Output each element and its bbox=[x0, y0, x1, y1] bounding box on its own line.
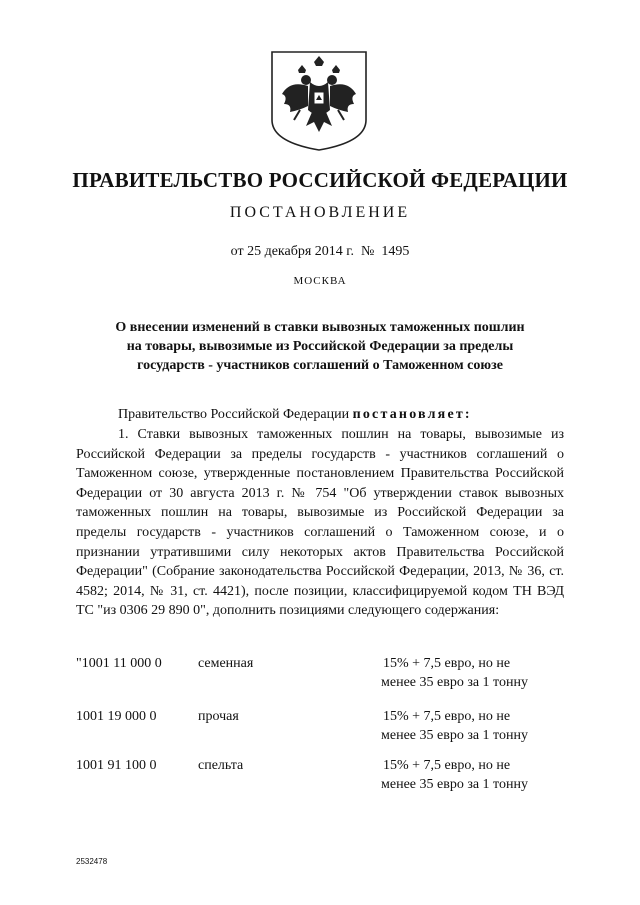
date-number-line bbox=[0, 244, 640, 260]
goods-name: спельта bbox=[198, 758, 244, 773]
document-number: 1495 bbox=[381, 244, 410, 259]
preamble-verb: постановляет: bbox=[352, 407, 472, 422]
preamble bbox=[118, 407, 472, 423]
duty-rate-line: 15% + 7,5 евро, но не bbox=[383, 709, 511, 724]
subject-line: на товары, вывозимые из Российской Федерации за пределы bbox=[126, 339, 514, 354]
duty-rate bbox=[383, 654, 553, 692]
duty-rate-line: менее 35 евро за 1 тонну bbox=[381, 777, 528, 792]
russian-coat-of-arms-icon bbox=[270, 50, 368, 152]
goods-name: семенная bbox=[198, 656, 254, 671]
duty-rate-line: менее 35 евро за 1 тонну bbox=[381, 728, 528, 743]
tnved-code: 1001 91 100 0 bbox=[76, 758, 157, 773]
duty-rate-line: 15% + 7,5 евро, но не bbox=[383, 758, 511, 773]
duty-rate bbox=[383, 756, 553, 794]
tnved-code: 1001 19 000 0 bbox=[76, 709, 157, 724]
goods-name: прочая bbox=[198, 709, 239, 724]
government-title: ПРАВИТЕЛЬСТВО РОССИЙСКОЙ ФЕДЕРАЦИИ bbox=[72, 168, 568, 192]
number-sign: № bbox=[360, 244, 375, 259]
duty-rate bbox=[383, 707, 553, 745]
subject-line: государств - участников соглашений о Таможенном союзе bbox=[137, 358, 503, 373]
table-row bbox=[0, 707, 640, 747]
preamble-text: Правительство Российской Федерации bbox=[118, 407, 353, 422]
table-row bbox=[0, 654, 640, 694]
paragraph-1: 1. Ставки вывозных таможенных пошлин на товары, вывозимые из Российской Федерации за пределы государств - участников соглашений о Таможенном союзе, утвержденные постановлением Правительства Российской Федерации от 30 августа 2013 г. № 754 "Об утверждении ставок вывозных таможенных пошлин на товары, вывозимые из Российской Федерации за пределы государств - участников соглашений о Таможенном союзе, и о признании утратившими силу некоторых актов Правительства Российской Федерации" (Собрание законодательства Российской Федерации, 2013, № 36, ст. 4582; 2014, № 31, ст. 4421), после позиции, классифицируемой кодом ТН ВЭД ТС "из 0306 29 890 0", дополнить позициями следующего содержания: bbox=[76, 427, 564, 619]
document-id: 2532478 bbox=[76, 857, 108, 866]
subject-line: О внесении изменений в ставки вывозных таможенных пошлин bbox=[115, 320, 525, 335]
city: МОСКВА bbox=[293, 275, 347, 287]
duty-rate-line: менее 35 евро за 1 тонну bbox=[381, 675, 528, 690]
document-subject bbox=[60, 318, 580, 375]
document-date: от 25 декабря 2014 г. bbox=[230, 244, 354, 259]
duty-rate-line: 15% + 7,5 евро, но не bbox=[383, 656, 511, 671]
document-type: ПОСТАНОВЛЕНИЕ bbox=[229, 204, 411, 221]
tnved-code: "1001 11 000 0 bbox=[76, 656, 162, 671]
table-row bbox=[0, 756, 640, 796]
